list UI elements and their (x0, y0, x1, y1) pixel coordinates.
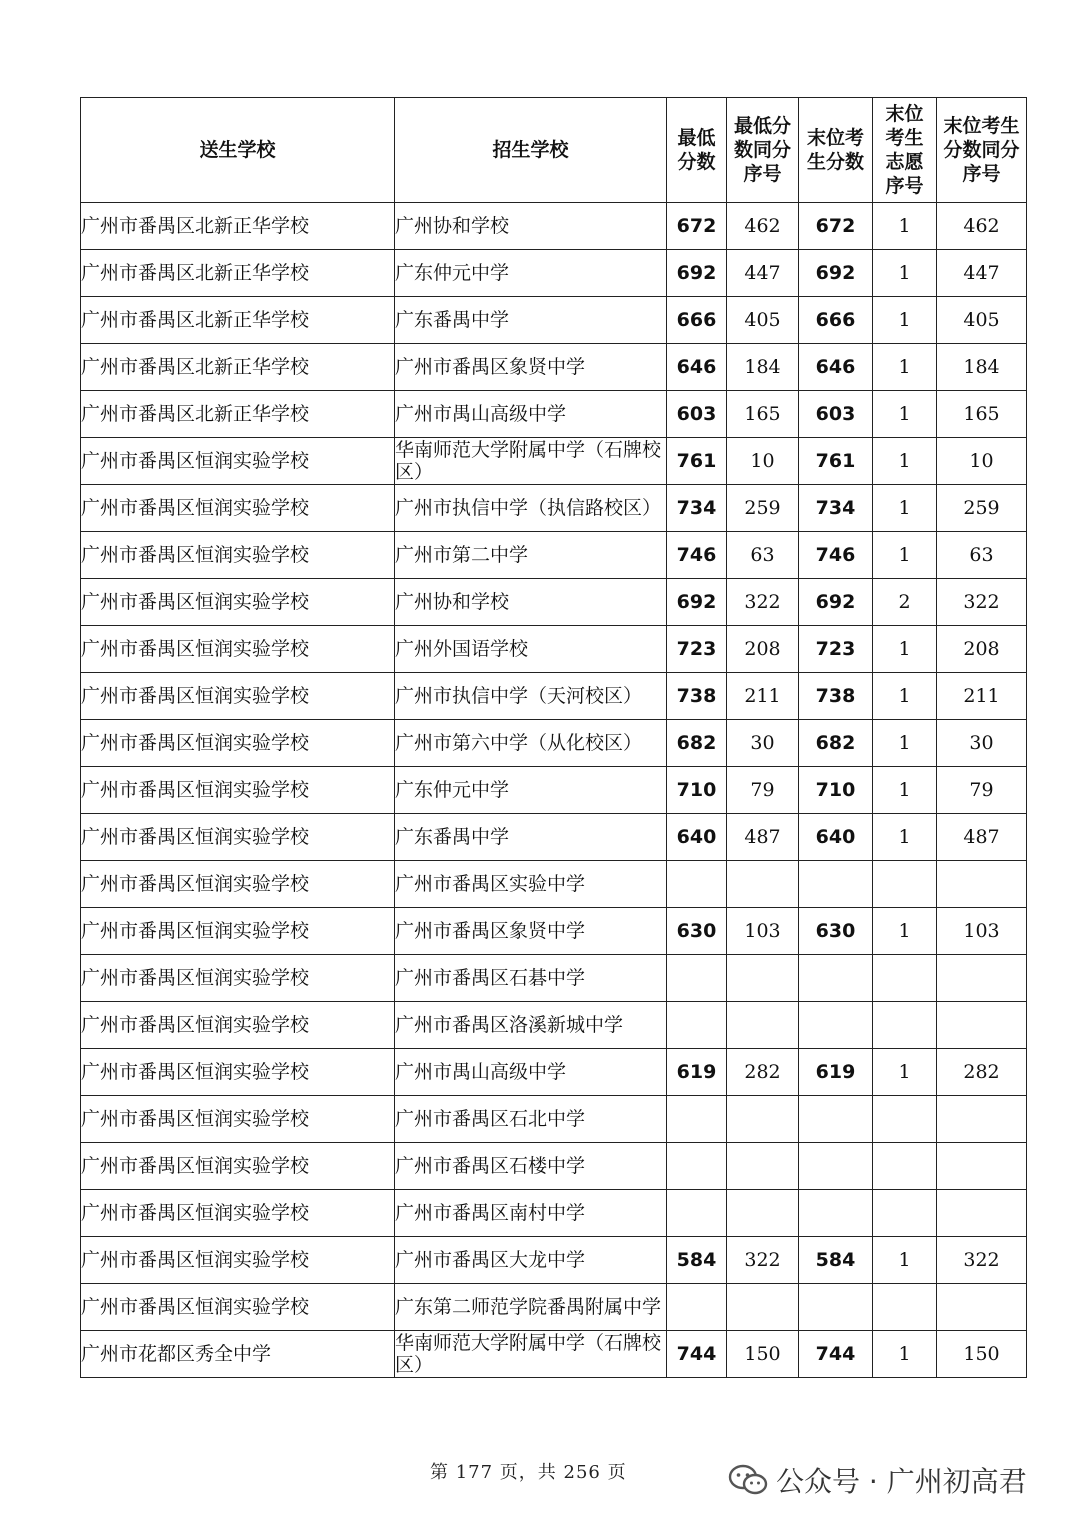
cell-min-rank: 165 (727, 391, 799, 438)
cell-last-rank: 165 (937, 391, 1027, 438)
cell-min-rank: 405 (727, 297, 799, 344)
cell-min-score (667, 1096, 727, 1143)
cell-min-score (667, 861, 727, 908)
cell-target-school: 广东仲元中学 (395, 767, 667, 814)
cell-last-choice: 1 (873, 297, 937, 344)
cell-target-school: 广州市执信中学（执信路校区） (395, 485, 667, 532)
cell-min-score: 640 (667, 814, 727, 861)
cell-last-rank: 447 (937, 250, 1027, 297)
cell-min-score (667, 1143, 727, 1190)
table-row (81, 814, 1027, 861)
cell-sender-school: 广州市番禺区恒润实验学校 (81, 955, 395, 1002)
cell-last-choice (873, 1190, 937, 1237)
cell-target-school: 广州市番禺区洛溪新城中学 (395, 1002, 667, 1049)
cell-min-score (667, 1190, 727, 1237)
header-last-score: 末位考 生分数 (799, 98, 873, 203)
cell-sender-school: 广州市番禺区北新正华学校 (81, 391, 395, 438)
cell-last-choice: 1 (873, 814, 937, 861)
cell-last-score (799, 1190, 873, 1237)
table-row (81, 297, 1027, 344)
cell-last-choice: 1 (873, 438, 937, 485)
watermark (728, 1460, 1027, 1500)
cell-target-school: 广州市番禺区实验中学 (395, 861, 667, 908)
header-min-rank: 最低分 数同分 序号 (727, 98, 799, 203)
cell-last-rank: 487 (937, 814, 1027, 861)
cell-last-choice: 1 (873, 1237, 937, 1284)
cell-min-score: 692 (667, 250, 727, 297)
page-number: 第 177 页，共 256 页 (430, 1462, 627, 1483)
cell-last-score: 692 (799, 579, 873, 626)
cell-last-rank: 150 (937, 1331, 1027, 1378)
cell-sender-school: 广州市番禺区恒润实验学校 (81, 861, 395, 908)
cell-last-choice: 1 (873, 391, 937, 438)
cell-sender-school: 广州市番禺区恒润实验学校 (81, 908, 395, 955)
cell-sender-school: 广州市番禺区恒润实验学校 (81, 579, 395, 626)
cell-min-score: 672 (667, 203, 727, 250)
cell-target-school: 广东番禺中学 (395, 297, 667, 344)
cell-last-choice: 1 (873, 720, 937, 767)
cell-last-score: 630 (799, 908, 873, 955)
cell-min-score: 619 (667, 1049, 727, 1096)
cell-min-score: 646 (667, 344, 727, 391)
cell-min-score: 666 (667, 297, 727, 344)
cell-min-rank: 63 (727, 532, 799, 579)
cell-last-score: 682 (799, 720, 873, 767)
cell-sender-school: 广州市番禺区恒润实验学校 (81, 626, 395, 673)
table-row (81, 1049, 1027, 1096)
cell-target-school: 广州市番禺区南村中学 (395, 1190, 667, 1237)
cell-last-choice: 1 (873, 767, 937, 814)
table-row (81, 1284, 1027, 1331)
cell-sender-school: 广州市番禺区恒润实验学校 (81, 720, 395, 767)
cell-min-rank: 103 (727, 908, 799, 955)
header-last-choice: 末位 考生 志愿 序号 (873, 98, 937, 203)
cell-last-score: 603 (799, 391, 873, 438)
cell-last-rank: 282 (937, 1049, 1027, 1096)
cell-last-score: 666 (799, 297, 873, 344)
cell-min-rank: 30 (727, 720, 799, 767)
cell-min-rank (727, 955, 799, 1002)
cell-sender-school: 广州市番禺区恒润实验学校 (81, 532, 395, 579)
cell-last-rank: 208 (937, 626, 1027, 673)
cell-last-rank: 103 (937, 908, 1027, 955)
cell-min-rank (727, 1002, 799, 1049)
cell-sender-school: 广州市番禺区恒润实验学校 (81, 438, 395, 485)
table-row (81, 955, 1027, 1002)
cell-last-score: 746 (799, 532, 873, 579)
cell-last-rank: 30 (937, 720, 1027, 767)
table-row (81, 203, 1027, 250)
cell-min-rank (727, 1284, 799, 1331)
header-target-school: 招生学校 (395, 98, 667, 203)
cell-sender-school: 广州市番禺区恒润实验学校 (81, 814, 395, 861)
cell-sender-school: 广州市花都区秀全中学 (81, 1331, 395, 1378)
table-header-row (81, 98, 1027, 203)
cell-min-rank: 184 (727, 344, 799, 391)
cell-last-rank: 462 (937, 203, 1027, 250)
table-row (81, 344, 1027, 391)
table-row (81, 908, 1027, 955)
cell-last-choice (873, 1284, 937, 1331)
cell-last-score (799, 955, 873, 1002)
cell-last-score: 761 (799, 438, 873, 485)
cell-last-rank (937, 861, 1027, 908)
cell-last-score (799, 1096, 873, 1143)
wechat-icon (728, 1463, 768, 1497)
cell-min-rank: 447 (727, 250, 799, 297)
watermark-text: 公众号 · 广州初高君 (776, 1465, 1027, 1498)
cell-last-rank (937, 1284, 1027, 1331)
cell-last-score (799, 1002, 873, 1049)
cell-last-choice: 1 (873, 908, 937, 955)
cell-min-score: 584 (667, 1237, 727, 1284)
cell-target-school: 广州协和学校 (395, 203, 667, 250)
cell-last-rank: 184 (937, 344, 1027, 391)
cell-min-rank: 10 (727, 438, 799, 485)
table-row (81, 626, 1027, 673)
table-row (81, 1002, 1027, 1049)
table-row (81, 1143, 1027, 1190)
cell-last-choice: 2 (873, 579, 937, 626)
cell-min-rank (727, 1096, 799, 1143)
cell-target-school: 广州市番禺区大龙中学 (395, 1237, 667, 1284)
cell-target-school: 广州市第六中学（从化校区） (395, 720, 667, 767)
cell-last-choice (873, 955, 937, 1002)
cell-target-school: 广东第二师范学院番禺附属中学 (395, 1284, 667, 1331)
cell-last-score: 646 (799, 344, 873, 391)
table-row (81, 532, 1027, 579)
cell-last-choice (873, 1143, 937, 1190)
cell-last-rank (937, 955, 1027, 1002)
cell-last-score: 692 (799, 250, 873, 297)
cell-min-score: 630 (667, 908, 727, 955)
header-sender-school: 送生学校 (81, 98, 395, 203)
cell-sender-school: 广州市番禺区恒润实验学校 (81, 1049, 395, 1096)
cell-target-school: 广州市禺山高级中学 (395, 1049, 667, 1096)
header-last-rank: 末位考生 分数同分 序号 (937, 98, 1027, 203)
cell-last-score: 710 (799, 767, 873, 814)
cell-min-score (667, 1284, 727, 1331)
cell-last-rank: 322 (937, 1237, 1027, 1284)
table-row (81, 579, 1027, 626)
cell-last-score: 744 (799, 1331, 873, 1378)
cell-min-rank: 259 (727, 485, 799, 532)
cell-last-rank: 259 (937, 485, 1027, 532)
cell-min-score: 744 (667, 1331, 727, 1378)
cell-target-school: 广州市番禺区石楼中学 (395, 1143, 667, 1190)
cell-min-score (667, 955, 727, 1002)
cell-min-rank: 150 (727, 1331, 799, 1378)
cell-target-school: 华南师范大学附属中学（石牌校区） (395, 438, 667, 485)
cell-last-score (799, 861, 873, 908)
cell-min-rank (727, 861, 799, 908)
cell-last-choice: 1 (873, 532, 937, 579)
cell-target-school: 广州协和学校 (395, 579, 667, 626)
cell-last-choice: 1 (873, 673, 937, 720)
cell-target-school: 广州市禺山高级中学 (395, 391, 667, 438)
cell-last-rank: 79 (937, 767, 1027, 814)
cell-last-choice: 1 (873, 250, 937, 297)
cell-min-score: 603 (667, 391, 727, 438)
cell-min-rank: 322 (727, 579, 799, 626)
cell-min-score: 738 (667, 673, 727, 720)
table-row (81, 1237, 1027, 1284)
cell-last-score (799, 1284, 873, 1331)
cell-sender-school: 广州市番禺区恒润实验学校 (81, 1284, 395, 1331)
cell-sender-school: 广州市番禺区恒润实验学校 (81, 1096, 395, 1143)
cell-target-school: 广州市第二中学 (395, 532, 667, 579)
cell-sender-school: 广州市番禺区北新正华学校 (81, 344, 395, 391)
admission-score-table (80, 97, 1027, 1378)
table-row (81, 1190, 1027, 1237)
table-row (81, 1096, 1027, 1143)
cell-min-rank (727, 1143, 799, 1190)
table-row (81, 391, 1027, 438)
cell-min-score: 692 (667, 579, 727, 626)
cell-min-rank: 322 (727, 1237, 799, 1284)
cell-last-rank: 211 (937, 673, 1027, 720)
cell-target-school: 广东仲元中学 (395, 250, 667, 297)
cell-last-choice: 1 (873, 203, 937, 250)
cell-last-choice: 1 (873, 485, 937, 532)
cell-sender-school: 广州市番禺区恒润实验学校 (81, 767, 395, 814)
cell-last-choice (873, 1002, 937, 1049)
cell-sender-school: 广州市番禺区北新正华学校 (81, 250, 395, 297)
cell-target-school: 广东番禺中学 (395, 814, 667, 861)
cell-sender-school: 广州市番禺区恒润实验学校 (81, 673, 395, 720)
table-body (81, 203, 1027, 1378)
cell-target-school: 广州外国语学校 (395, 626, 667, 673)
cell-last-rank (937, 1143, 1027, 1190)
cell-target-school: 广州市番禺区象贤中学 (395, 908, 667, 955)
cell-sender-school: 广州市番禺区恒润实验学校 (81, 1143, 395, 1190)
cell-sender-school: 广州市番禺区恒润实验学校 (81, 1190, 395, 1237)
cell-min-rank (727, 1190, 799, 1237)
cell-min-score: 746 (667, 532, 727, 579)
cell-min-score: 734 (667, 485, 727, 532)
cell-sender-school: 广州市番禺区北新正华学校 (81, 297, 395, 344)
cell-last-choice: 1 (873, 344, 937, 391)
cell-min-score: 723 (667, 626, 727, 673)
cell-target-school: 广州市番禺区石碁中学 (395, 955, 667, 1002)
table-row (81, 673, 1027, 720)
cell-last-score: 640 (799, 814, 873, 861)
cell-last-rank (937, 1002, 1027, 1049)
cell-last-score: 584 (799, 1237, 873, 1284)
cell-last-score (799, 1143, 873, 1190)
table-row (81, 767, 1027, 814)
cell-sender-school: 广州市番禺区北新正华学校 (81, 203, 395, 250)
cell-last-score: 734 (799, 485, 873, 532)
table-row (81, 485, 1027, 532)
cell-sender-school: 广州市番禺区恒润实验学校 (81, 1002, 395, 1049)
cell-sender-school: 广州市番禺区恒润实验学校 (81, 485, 395, 532)
cell-last-choice: 1 (873, 1331, 937, 1378)
cell-target-school: 广州市番禺区象贤中学 (395, 344, 667, 391)
table-row (81, 720, 1027, 767)
cell-target-school: 广州市番禺区石北中学 (395, 1096, 667, 1143)
table-row (81, 250, 1027, 297)
cell-min-score: 682 (667, 720, 727, 767)
cell-min-score: 761 (667, 438, 727, 485)
cell-min-rank: 282 (727, 1049, 799, 1096)
cell-last-choice: 1 (873, 626, 937, 673)
cell-last-choice (873, 861, 937, 908)
cell-last-rank: 10 (937, 438, 1027, 485)
cell-last-rank (937, 1096, 1027, 1143)
cell-last-score: 672 (799, 203, 873, 250)
table-row (81, 861, 1027, 908)
table-row (81, 1331, 1027, 1378)
cell-min-score (667, 1002, 727, 1049)
cell-last-rank: 63 (937, 532, 1027, 579)
cell-last-score: 738 (799, 673, 873, 720)
cell-target-school: 广州市执信中学（天河校区） (395, 673, 667, 720)
cell-target-school: 华南师范大学附属中学（石牌校区） (395, 1331, 667, 1378)
cell-min-rank: 462 (727, 203, 799, 250)
cell-min-rank: 487 (727, 814, 799, 861)
cell-last-rank (937, 1190, 1027, 1237)
cell-sender-school: 广州市番禺区恒润实验学校 (81, 1237, 395, 1284)
cell-last-rank: 322 (937, 579, 1027, 626)
table-row (81, 438, 1027, 485)
cell-min-rank: 79 (727, 767, 799, 814)
cell-last-score: 723 (799, 626, 873, 673)
cell-last-rank: 405 (937, 297, 1027, 344)
header-min-score: 最低 分数 (667, 98, 727, 203)
cell-last-choice: 1 (873, 1049, 937, 1096)
cell-last-choice (873, 1096, 937, 1143)
cell-min-rank: 208 (727, 626, 799, 673)
cell-min-score: 710 (667, 767, 727, 814)
cell-min-rank: 211 (727, 673, 799, 720)
cell-last-score: 619 (799, 1049, 873, 1096)
